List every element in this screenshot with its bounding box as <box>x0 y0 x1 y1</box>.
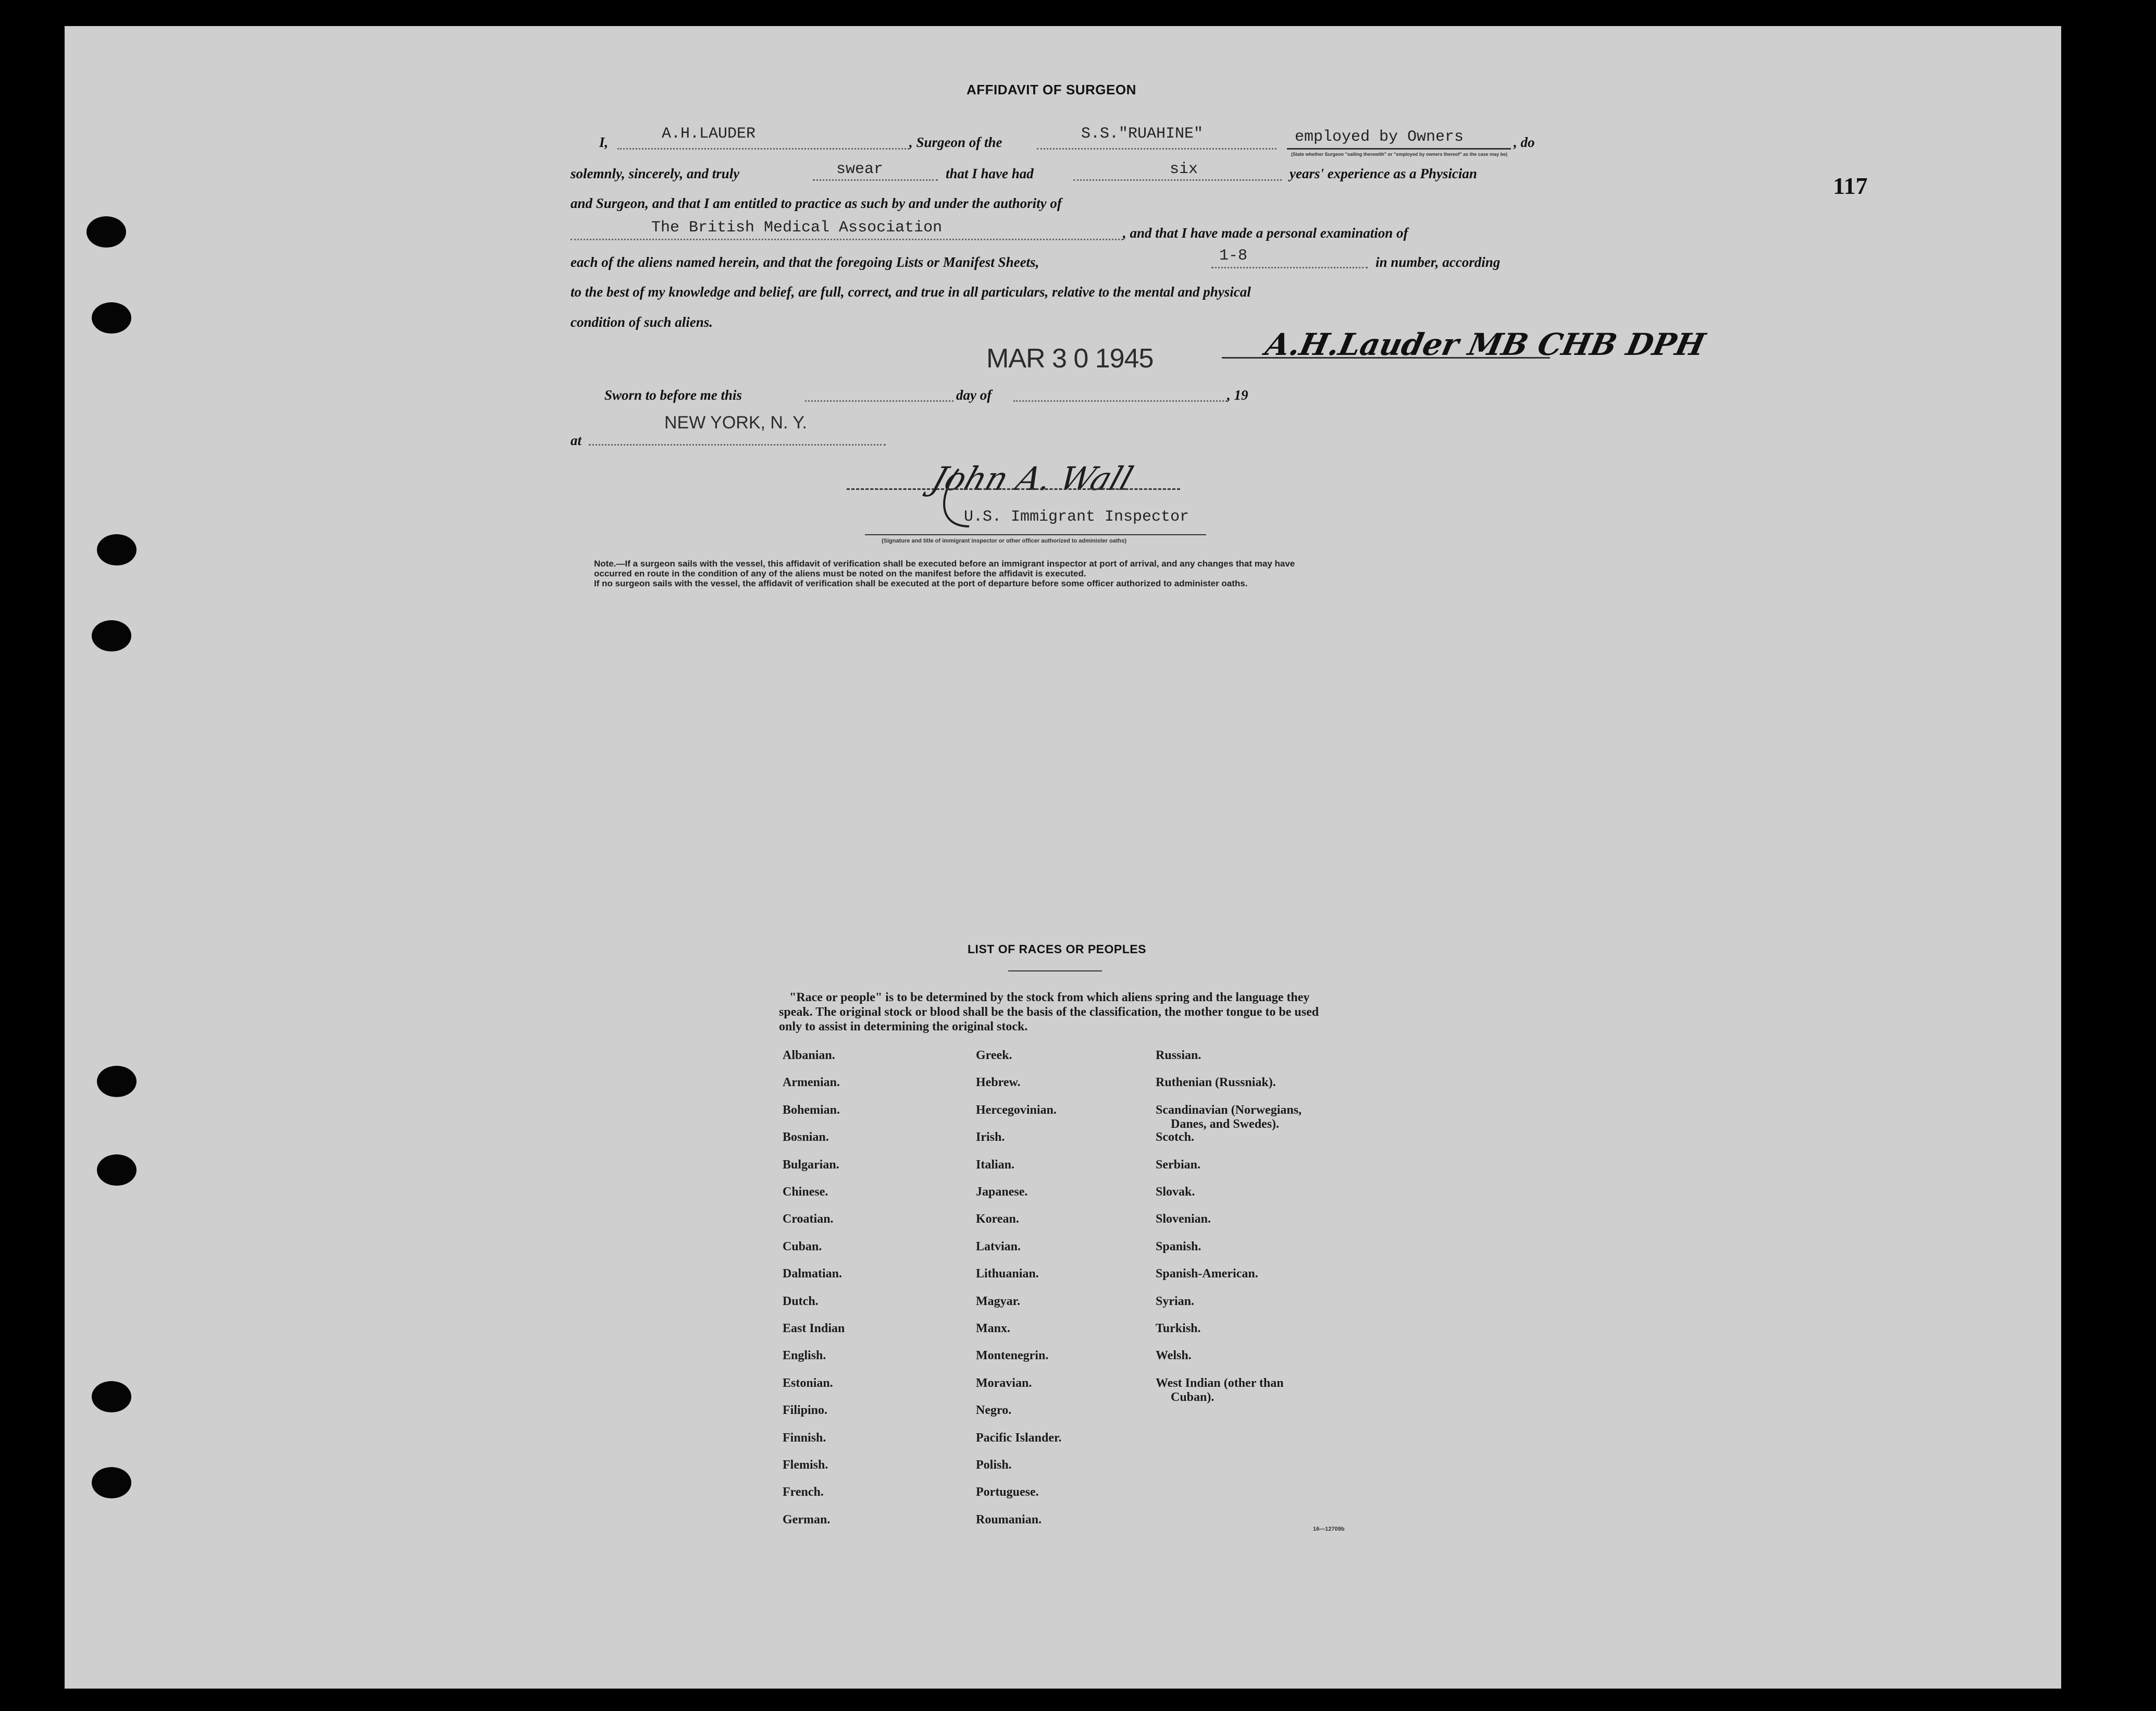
race-item: Scotch. <box>1156 1130 1194 1144</box>
race-item: Portuguese. <box>976 1485 1039 1499</box>
race-item: Scandinavian (Norwegians, <box>1156 1103 1302 1117</box>
inspector-caption: (Signature and title of immigrant inspector or other officer authorized to administer oaths) <box>882 538 1126 544</box>
sworn-day-line <box>805 400 953 402</box>
vessel-line <box>1037 148 1277 150</box>
race-item: Croatian. <box>783 1212 834 1226</box>
binder-hole <box>92 620 131 651</box>
race-item: Spanish-American. <box>1156 1267 1258 1281</box>
race-item: Korean. <box>976 1212 1019 1226</box>
race-item: English. <box>783 1349 826 1363</box>
race-item: Estonian. <box>783 1376 833 1390</box>
line4-b: , and that I have made a personal examination of <box>1123 225 1408 241</box>
line2-b: that I have had <box>946 166 1034 181</box>
line2-c: years' experience as a Physician <box>1290 166 1477 181</box>
sworn-label: Sworn to before me this <box>604 387 742 403</box>
race-item: Japanese. <box>976 1185 1028 1199</box>
page-number: 117 <box>1833 173 1868 199</box>
races-title-rule <box>1008 970 1102 971</box>
line1-prefix: I, <box>599 134 609 150</box>
race-item: Welsh. <box>1156 1349 1192 1363</box>
race-item: Turkish. <box>1156 1322 1201 1335</box>
employment-note: (State whether Surgeon "sailing therewith" or "employed by owners thereof" as the case may be) <box>1291 152 1508 157</box>
day-of-label: day of <box>956 387 992 403</box>
binder-hole <box>92 1467 131 1498</box>
place-line <box>589 444 886 446</box>
race-item: Irish. <box>976 1130 1005 1144</box>
race-item: Cuban). <box>1171 1390 1215 1404</box>
race-item: Magyar. <box>976 1294 1021 1308</box>
race-item: Albanian. <box>783 1049 835 1062</box>
race-item: Bohemian. <box>783 1103 840 1117</box>
page-title: AFFIDAVIT OF SURGEON <box>967 82 1136 97</box>
line7: condition of such aliens. <box>571 314 713 330</box>
race-item: Serbian. <box>1156 1158 1201 1172</box>
race-item: Bulgarian. <box>783 1158 839 1172</box>
authority-value: The British Medical Association <box>651 219 943 237</box>
surgeon-signature <box>1262 321 1708 367</box>
race-item: Bosnian. <box>783 1130 829 1144</box>
svg-text:John A. Wall: John A. Wall <box>926 460 1138 498</box>
surgeon-of-label: , Surgeon of the <box>909 134 1002 150</box>
note-line-2: occurred en route in the condition of any of the aliens must be noted on the manifest before the affidavit is executed. <box>594 569 1086 578</box>
inspector-signature-line <box>847 488 1180 490</box>
binder-hole <box>92 1381 131 1412</box>
race-item: Dalmatian. <box>783 1267 842 1281</box>
races-title: LIST OF RACES OR PEOPLES <box>968 942 1146 956</box>
line2-a: solemnly, sincerely, and truly <box>571 166 740 181</box>
do-label: , do <box>1514 134 1535 150</box>
years-value: six <box>1170 161 1198 178</box>
race-item: Roumanian. <box>976 1512 1042 1527</box>
binder-hole <box>97 1066 137 1097</box>
race-item: Russian. <box>1156 1049 1201 1062</box>
race-item: Hercegovinian. <box>976 1103 1057 1117</box>
race-item: Slovenian. <box>1156 1212 1211 1226</box>
sheets-value: 1-8 <box>1219 247 1248 265</box>
race-item: Danes, and Swedes). <box>1171 1117 1280 1131</box>
note-line-1: Note.—If a surgeon sails with the vessel, this affidavit of verification shall be executed before an immigrant inspector at port of arrival, and any changes that may have <box>594 559 1295 569</box>
race-item: East Indian <box>783 1322 845 1335</box>
race-item: Hebrew. <box>976 1076 1021 1090</box>
document-sheet <box>65 26 2061 1689</box>
race-item: Polish. <box>976 1458 1012 1472</box>
race-item: Greek. <box>976 1049 1012 1062</box>
at-label: at <box>571 433 582 448</box>
race-item: Spanish. <box>1156 1239 1201 1253</box>
line3: and Surgeon, and that I am entitled to practice as such by and under the authority of <box>571 195 1062 211</box>
race-item: Finnish. <box>783 1431 826 1445</box>
employment-value: employed by Owners <box>1295 128 1464 146</box>
race-item: Chinese. <box>783 1185 828 1199</box>
binder-hole <box>97 534 137 565</box>
race-item: Flemish. <box>783 1458 828 1472</box>
line6: to the best of my knowledge and belief, are full, correct, and true in all particulars, relative to the mental and physical <box>571 284 1251 300</box>
authority-line <box>571 239 1123 240</box>
form-code: 16—12709b <box>1313 1526 1345 1532</box>
date-stamp: MAR 3 0 1945 <box>986 343 1154 374</box>
binder-hole <box>86 216 126 248</box>
race-item: Armenian. <box>783 1076 840 1090</box>
binder-hole <box>97 1154 137 1186</box>
race-item: Italian. <box>976 1158 1015 1172</box>
race-item: Manx. <box>976 1322 1010 1335</box>
line5-a: each of the aliens named herein, and that the foregoing Lists or Manifest Sheets, <box>571 254 1039 270</box>
sheets-line <box>1211 267 1368 268</box>
race-item: German. <box>783 1512 831 1527</box>
race-item: Lithuanian. <box>976 1267 1039 1281</box>
note-line-3: If no surgeon sails with the vessel, the affidavit of verification shall be executed at the port of departure before some officer authorized to administer oaths. <box>594 578 1248 588</box>
inspector-title-line <box>865 534 1206 535</box>
races-intro: "Race or people" is to be determined by the stock from which aliens spring and the language they speak. The original stock or blood shall be the basis of the classification, the mother tongue to be used only to assist in determining the original stock. <box>779 991 1319 1033</box>
race-item: West Indian (other than <box>1156 1376 1284 1390</box>
vessel-name: S.S."RUAHINE" <box>1081 125 1204 143</box>
race-item: French. <box>783 1485 824 1499</box>
place-stamp: NEW YORK, N. Y. <box>664 413 807 433</box>
race-item: Latvian. <box>976 1239 1021 1253</box>
race-item: Moravian. <box>976 1376 1032 1390</box>
race-item: Dutch. <box>783 1294 819 1308</box>
race-item: Filipino. <box>783 1404 828 1418</box>
surgeon-name-line <box>617 148 909 150</box>
race-item: Syrian. <box>1156 1294 1195 1308</box>
race-item: Negro. <box>976 1404 1012 1418</box>
surgeon-name: A.H.LAUDER <box>662 125 756 143</box>
race-item: Montenegrin. <box>976 1349 1049 1363</box>
year-label: , 19 <box>1227 387 1248 403</box>
line5-b: in number, according <box>1376 254 1501 270</box>
svg-text:A.H.Lauder MB CHB DPH: A.H.Lauder MB CHB DPH <box>1262 326 1708 362</box>
sworn-month-line <box>1013 400 1227 402</box>
race-item: Cuban. <box>783 1239 822 1253</box>
race-item: Pacific Islander. <box>976 1431 1062 1445</box>
oath-value: swear <box>836 161 884 178</box>
race-item: Ruthenian (Russniak). <box>1156 1076 1276 1090</box>
employment-line <box>1287 148 1511 150</box>
inspector-title: U.S. Immigrant Inspector <box>964 508 1189 526</box>
years-line <box>1073 179 1282 181</box>
oath-line <box>813 179 938 181</box>
binder-hole <box>92 302 131 334</box>
race-item: Slovak. <box>1156 1185 1195 1199</box>
